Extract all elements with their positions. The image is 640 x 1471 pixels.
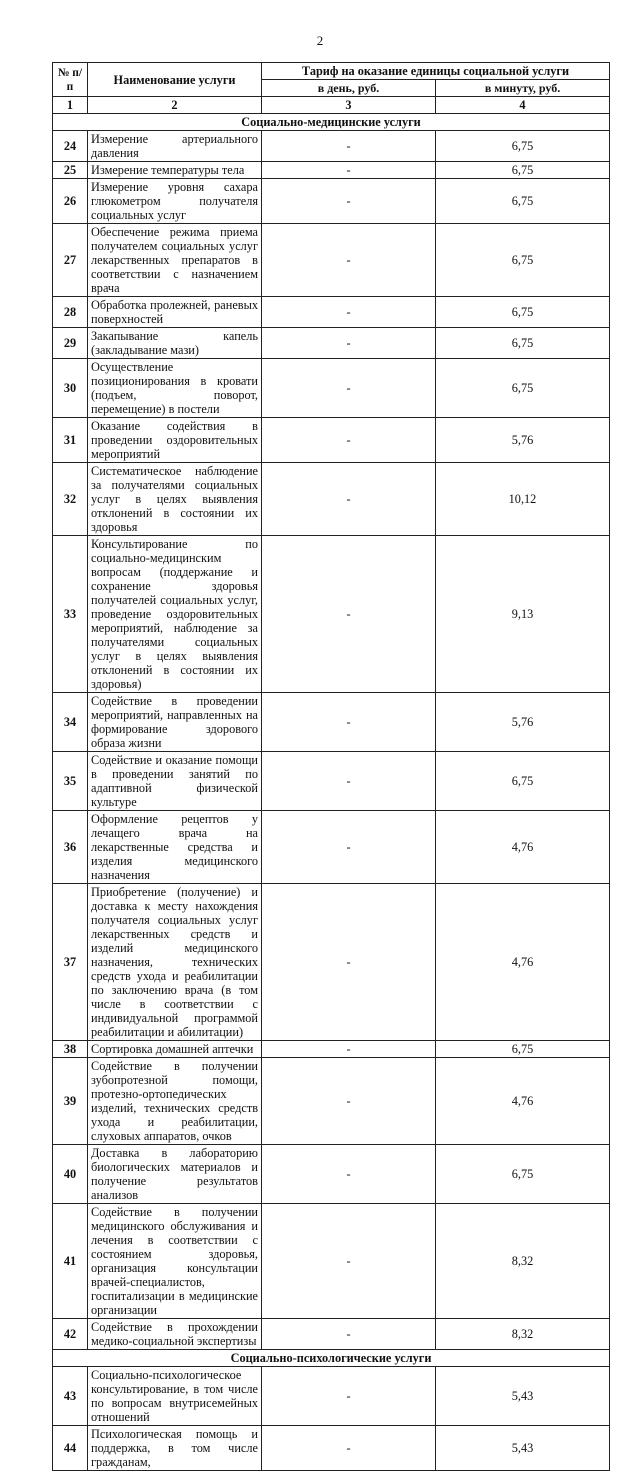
tariff-per-minute: 8,32 — [436, 1204, 610, 1319]
row-number: 34 — [53, 693, 88, 752]
table-row — [53, 1204, 610, 1319]
tariff-per-day: - — [262, 463, 436, 536]
table-row — [53, 224, 610, 297]
tariff-per-day: - — [262, 1367, 436, 1426]
header-row — [53, 63, 610, 80]
col-number: 1 — [53, 97, 88, 114]
tariff-per-minute: 5,43 — [436, 1426, 610, 1471]
row-number: 35 — [53, 752, 88, 811]
col-number: 2 — [88, 97, 262, 114]
table-row — [53, 418, 610, 463]
service-name: Обеспечение режима приема получателем социальных услуг лекарственных препаратов в соответствии с назначением врача — [88, 224, 262, 297]
tariff-per-day: - — [262, 693, 436, 752]
tariff-per-minute: 6,75 — [436, 359, 610, 418]
row-number: 25 — [53, 162, 88, 179]
tariff-per-day: - — [262, 418, 436, 463]
row-number: 38 — [53, 1041, 88, 1058]
tariff-per-minute: 4,76 — [436, 884, 610, 1041]
tariff-per-day: - — [262, 359, 436, 418]
section-title: Социально-психологические услуги — [53, 1350, 610, 1367]
table-row — [53, 297, 610, 328]
tariff-per-day: - — [262, 1041, 436, 1058]
row-number: 41 — [53, 1204, 88, 1319]
row-number: 43 — [53, 1367, 88, 1426]
service-name: Обработка пролежней, раневых поверхностей — [88, 297, 262, 328]
tariff-per-minute: 4,76 — [436, 811, 610, 884]
table-row — [53, 811, 610, 884]
table-row — [53, 131, 610, 162]
tariff-per-minute: 6,75 — [436, 297, 610, 328]
tariff-per-minute: 6,75 — [436, 162, 610, 179]
tariff-per-day: - — [262, 884, 436, 1041]
tariff-per-minute: 6,75 — [436, 131, 610, 162]
row-number: 33 — [53, 536, 88, 693]
table-row — [53, 884, 610, 1041]
table-row — [53, 1145, 610, 1204]
service-name: Закапывание капель (закладывание мази) — [88, 328, 262, 359]
row-number: 40 — [53, 1145, 88, 1204]
header-per-minute: в минуту, руб. — [436, 80, 610, 97]
service-name: Содействие и оказание помощи в проведении занятий по адаптивной физической культуре — [88, 752, 262, 811]
row-number: 36 — [53, 811, 88, 884]
row-number: 27 — [53, 224, 88, 297]
row-number: 28 — [53, 297, 88, 328]
tariff-per-day: - — [262, 536, 436, 693]
service-name: Содействие в прохождении медико-социальной экспертизы — [88, 1319, 262, 1350]
service-name: Оформление рецептов у лечащего врача на лекарственные средства и изделия медицинского назначения — [88, 811, 262, 884]
header-per-day: в день, руб. — [262, 80, 436, 97]
tariff-per-minute: 6,75 — [436, 1041, 610, 1058]
service-name: Содействие в получении зубопротезной помощи, протезно-ортопедических изделий, технических средств ухода и реабилитации, слуховых аппаратов, очков — [88, 1058, 262, 1145]
row-number: 30 — [53, 359, 88, 418]
tariff-per-day: - — [262, 1058, 436, 1145]
tariff-per-minute: 8,32 — [436, 1319, 610, 1350]
section-row — [53, 1350, 610, 1367]
table-row — [53, 1426, 610, 1471]
service-name: Осуществление позиционирования в кровати (подъем, поворот, перемещение) в постели — [88, 359, 262, 418]
tariff-per-minute: 9,13 — [436, 536, 610, 693]
tariff-per-day: - — [262, 752, 436, 811]
row-number: 32 — [53, 463, 88, 536]
tariff-per-minute: 5,76 — [436, 693, 610, 752]
table-body — [53, 97, 610, 1471]
tariff-per-day: - — [262, 179, 436, 224]
col-number: 4 — [436, 97, 610, 114]
tariff-per-minute: 6,75 — [436, 179, 610, 224]
table-row — [53, 536, 610, 693]
row-number: 31 — [53, 418, 88, 463]
tariff-table — [52, 62, 610, 1471]
tariff-per-day: - — [262, 224, 436, 297]
tariff-per-minute: 6,75 — [436, 328, 610, 359]
table-row — [53, 179, 610, 224]
row-number: 24 — [53, 131, 88, 162]
service-name: Содействие в получении медицинского обслуживания и лечения в соответствии с состоянием здоровья, организация консультации врачей-специалистов, госпитализации в медицинские организации — [88, 1204, 262, 1319]
service-name: Измерение артериального давления — [88, 131, 262, 162]
row-number: 44 — [53, 1426, 88, 1471]
service-name: Содействие в проведении мероприятий, направленных на формирование здорового образа жизни — [88, 693, 262, 752]
service-name: Измерение температуры тела — [88, 162, 262, 179]
col-number: 3 — [262, 97, 436, 114]
service-name: Оказание содействия в проведении оздоровительных мероприятий — [88, 418, 262, 463]
tariff-per-minute: 6,75 — [436, 224, 610, 297]
column-numbers-row — [53, 97, 610, 114]
service-name: Систематическое наблюдение за получателями социальных услуг в целях выявления отклонений в состоянии их здоровья — [88, 463, 262, 536]
table-row — [53, 693, 610, 752]
tariff-per-minute: 5,76 — [436, 418, 610, 463]
tariff-per-day: - — [262, 1426, 436, 1471]
header-tariff: Тариф на оказание единицы социальной услуги — [262, 63, 610, 80]
table-row — [53, 1041, 610, 1058]
tariff-per-minute: 5,43 — [436, 1367, 610, 1426]
tariff-per-day: - — [262, 162, 436, 179]
tariff-per-day: - — [262, 1145, 436, 1204]
table-row — [53, 328, 610, 359]
row-number: 26 — [53, 179, 88, 224]
row-number: 29 — [53, 328, 88, 359]
table-row — [53, 1058, 610, 1145]
service-name: Консультирование по социально-медицинским вопросам (поддержание и сохранение здоровья получателей социальных услуг, проведение оздоровительных мероприятий, наблюдение за получателями социальных услуг в целях выявления отклонений в состоянии их здоровья) — [88, 536, 262, 693]
service-name: Сортировка домашней аптечки — [88, 1041, 262, 1058]
section-title: Социально-медицинские услуги — [53, 114, 610, 131]
header-num: № п/п — [53, 63, 88, 97]
tariff-per-day: - — [262, 297, 436, 328]
tariff-per-minute: 4,76 — [436, 1058, 610, 1145]
service-name: Доставка в лабораторию биологических материалов и получение результатов анализов — [88, 1145, 262, 1204]
tariff-per-day: - — [262, 131, 436, 162]
row-number: 37 — [53, 884, 88, 1041]
page-number: 2 — [316, 33, 324, 48]
tariff-per-day: - — [262, 1204, 436, 1319]
service-name: Приобретение (получение) и доставка к месту нахождения получателя социальных услуг лекарственных средств и изделий медицинского назначения, технических средств ухода и реабилитации по заключению врача (в том числе в соответствии с индивидуальной программой реабилитации и абилитации) — [88, 884, 262, 1041]
table-row — [53, 162, 610, 179]
tariff-per-day: - — [262, 328, 436, 359]
tariff-per-day: - — [262, 1319, 436, 1350]
table-row — [53, 1367, 610, 1426]
service-name: Психологическая помощь и поддержка, в том числе гражданам, — [88, 1426, 262, 1471]
table-row — [53, 1319, 610, 1350]
table-row — [53, 359, 610, 418]
row-number: 39 — [53, 1058, 88, 1145]
tariff-per-day: - — [262, 811, 436, 884]
row-number: 42 — [53, 1319, 88, 1350]
header-name: Наименование услуги — [88, 63, 262, 97]
tariff-per-minute: 6,75 — [436, 1145, 610, 1204]
service-name: Измерение уровня сахара глюкометром получателя социальных услуг — [88, 179, 262, 224]
tariff-per-minute: 10,12 — [436, 463, 610, 536]
table-row — [53, 752, 610, 811]
section-row — [53, 114, 610, 131]
service-name: Социально-психологическое консультирование, в том числе по вопросам внутрисемейных отношений — [88, 1367, 262, 1426]
table-row — [53, 463, 610, 536]
tariff-per-minute: 6,75 — [436, 752, 610, 811]
